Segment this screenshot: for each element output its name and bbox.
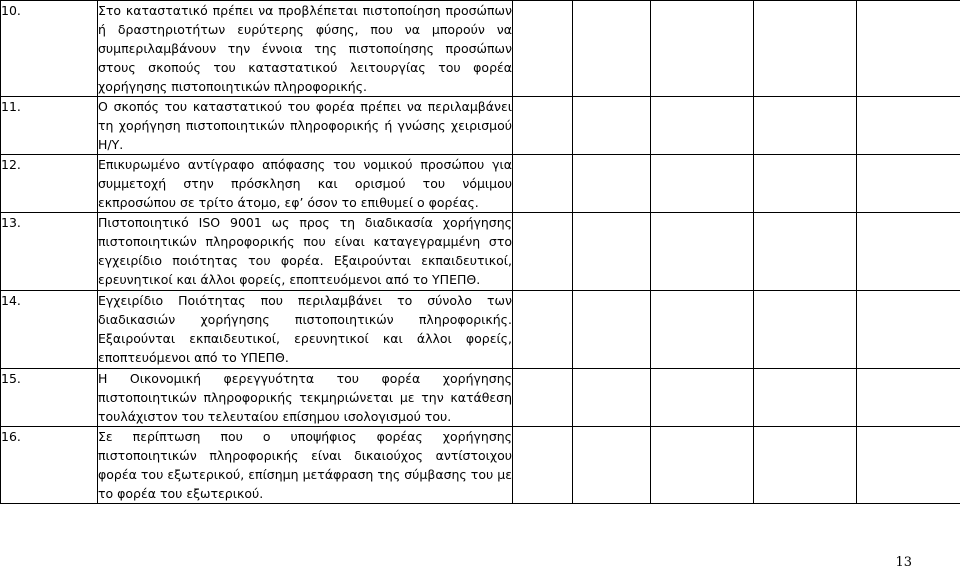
empty-cell — [513, 213, 573, 291]
empty-cell — [573, 97, 651, 155]
item-number: 16. — [1, 427, 98, 504]
empty-cell — [857, 97, 960, 155]
table-row — [1, 369, 960, 427]
item-requirement-text: Στο καταστατικό πρέπει να προβλέπεται πιστοποίηση προσώπων ή δραστηριοτήτων ευρύτερης φύσης, που να μπορούν να συμπεριλαμβάνουν την έννοια της πιστοποίησης προσώπων στους σκοπούς του καταστατικού λειτουργίας του φορέα χορήγησης πιστοποιητικών πληροφορικής. — [98, 1, 513, 97]
empty-cell — [754, 291, 857, 369]
item-number: 12. — [1, 155, 98, 213]
empty-cell — [754, 369, 857, 427]
empty-cell — [573, 291, 651, 369]
empty-cell — [573, 213, 651, 291]
empty-cell — [651, 1, 754, 97]
item-number: 15. — [1, 369, 98, 427]
item-number: 10. — [1, 1, 98, 97]
empty-cell — [754, 97, 857, 155]
checklist-body — [1, 1, 960, 504]
empty-cell — [573, 155, 651, 213]
empty-cell — [651, 369, 754, 427]
item-number: 13. — [1, 213, 98, 291]
table-row — [1, 1, 960, 97]
item-requirement-text: Επικυρωμένο αντίγραφο απόφασης του νομικού προσώπου για συμμετοχή στην πρόσκληση και ορισμού του νόμιμου εκπροσώπου σε τρίτο άτομο, εφ’ όσον το επιθυμεί ο φορέας. — [98, 155, 513, 213]
empty-cell — [857, 427, 960, 504]
empty-cell — [573, 1, 651, 97]
empty-cell — [754, 1, 857, 97]
empty-cell — [857, 155, 960, 213]
item-requirement-text: Η Οικονομική φερεγγυότητα του φορέα χορήγησης πιστοποιητικών πληροφορικής τεκμηριώνεται με την κατάθεση τουλάχιστον του τελευταίου επίσημου ισολογισμού του. — [98, 369, 513, 427]
table-row — [1, 155, 960, 213]
item-requirement-text: Πιστοποιητικό ISO 9001 ως προς τη διαδικασία χορήγησης πιστοποιητικών πληροφορικής που είναι καταγεγραμμένη στο εγχειρίδιο ποιότητας του φορέα. Εξαιρούνται εκπαιδευτικοί, ερευνητικοί και άλλοι φορείς, εποπτευόμενοι από το ΥΠΕΠΘ. — [98, 213, 513, 291]
empty-cell — [857, 369, 960, 427]
table-row — [1, 291, 960, 369]
empty-cell — [513, 369, 573, 427]
empty-cell — [513, 1, 573, 97]
item-number: 11. — [1, 97, 98, 155]
table-row — [1, 213, 960, 291]
empty-cell — [513, 427, 573, 504]
table-row — [1, 97, 960, 155]
empty-cell — [513, 97, 573, 155]
empty-cell — [754, 213, 857, 291]
item-requirement-text: Ο σκοπός του καταστατικού του φορέα πρέπει να περιλαμβάνει τη χορήγηση πιστοποιητικών πληροφορικής ή γνώσης χειρισμού Η/Υ. — [98, 97, 513, 155]
empty-cell — [651, 427, 754, 504]
empty-cell — [857, 291, 960, 369]
empty-cell — [651, 97, 754, 155]
empty-cell — [651, 291, 754, 369]
page-number: 13 — [895, 555, 912, 570]
empty-cell — [513, 155, 573, 213]
empty-cell — [754, 427, 857, 504]
empty-cell — [754, 155, 857, 213]
empty-cell — [651, 213, 754, 291]
table-row — [1, 427, 960, 504]
empty-cell — [857, 213, 960, 291]
empty-cell — [573, 369, 651, 427]
empty-cell — [651, 155, 754, 213]
item-number: 14. — [1, 291, 98, 369]
item-requirement-text: Εγχειρίδιο Ποιότητας που περιλαμβάνει το σύνολο των διαδικασιών χορήγησης πιστοποιητικών πληροφορικής. Εξαιρούνται εκπαιδευτικοί, ερευνητικοί και άλλοι φορείς, εποπτευόμενοι από το ΥΠΕΠΘ. — [98, 291, 513, 369]
empty-cell — [513, 291, 573, 369]
item-requirement-text: Σε περίπτωση που ο υποψήφιος φορέας χορήγησης πιστοποιητικών πληροφορικής είναι δικαιούχος αντίστοιχου φορέα του εξωτερικού, επίσημη μετάφραση της σύμβασης του με το φορέα του εξωτερικού. — [98, 427, 513, 504]
empty-cell — [573, 427, 651, 504]
empty-cell — [857, 1, 960, 97]
